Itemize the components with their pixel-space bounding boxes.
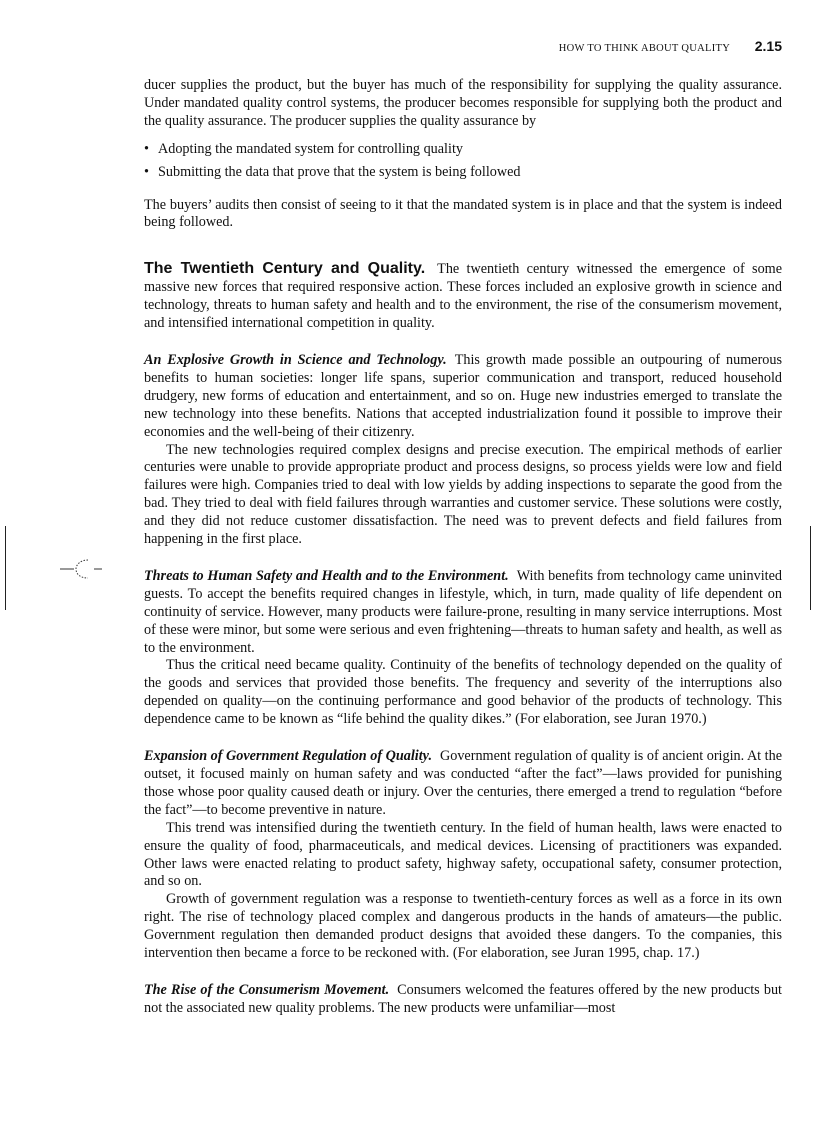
subsection-heading: The Rise of the Consumerism Movement. bbox=[144, 981, 390, 998]
paragraph-text: Government regulation of quality is of ancient origin. At the outset, it focused mainly on human safety and was conducted “after the fact”—laws provided for punishing those whose poor quality caused death or injury. Over the centuries, there emerged a trend to regulation “before the fact”—to become preventive in nature. bbox=[144, 748, 783, 818]
subsection-safety-health bbox=[144, 568, 782, 658]
bullet-list bbox=[144, 141, 782, 182]
change-bar-left bbox=[5, 526, 6, 610]
paragraph: The new technologies required complex designs and precise execution. The empirical methods of earlier centuries were unable to provide appropriate product and process designs, so process yields were low and field failures were high. Companies tried to deal with low yields by adding inspections to separate the good from the bad. They tried to deal with field failures through warranties and customer service. These solutions were costly, and they did not reduce customer dissatisfaction. The need was to prevent defects and field failures from happening in the first place. bbox=[144, 441, 782, 548]
margin-mark-icon bbox=[58, 556, 108, 582]
paragraph-text: Consumers welcomed the features offered by the new products but not the associated new quality problems. The new products were unfamiliar—most bbox=[144, 981, 782, 1016]
paragraph: This trend was intensified during the twentieth century. In the field of human health, laws were enacted to ensure the quality of food, pharmaceuticals, and medical devices. Licensing of practitioners was expanded. Other laws were enacted relating to product safety, highway safety, occupational safety, consumer protection, and so on. bbox=[144, 819, 782, 890]
intro-paragraph-2: The buyers’ audits then consist of seeing to it that the mandated system is in place and that the system is indeed being followed. bbox=[144, 196, 782, 231]
running-header bbox=[144, 38, 782, 54]
subsection-consumerism bbox=[144, 982, 782, 1018]
paragraph: Growth of government regulation was a response to twentieth-century forces as well as a force in its own right. The rise of technology placed complex and dangerous products in the hands of amateurs—the public. Government regulation then demanded product designs that avoided these dangers. To the companies, this intervention then became a force to be reckoned with. (For elaboration, see Juran 1995, chap. 17.) bbox=[144, 891, 782, 962]
paragraph-text: With benefits from technology came uninvited guests. To accept the benefits required changes in lifestyle, which, in turn, made quality of life dependent on continuity of service. However, many products were failure-prone, resulting in many service interruptions. Most of these were minor, but some were serious and even frightening—threats to human safety and health, as well as to the environment. bbox=[144, 567, 782, 656]
subsection-government-regulation bbox=[144, 748, 782, 820]
section-heading: The Twentieth Century and Quality. bbox=[144, 260, 426, 278]
section-text: The twentieth century witnessed the emergence of some massive new forces that required responsive action. These forces included an explosive growth in science and technology, threats to human safety and health and to the environment, the rise of the consumerism movement, and intensified international competition in quality. bbox=[144, 261, 783, 332]
page-number: 2.15 bbox=[754, 38, 782, 54]
subsection-heading: An Explosive Growth in Science and Technology. bbox=[144, 351, 447, 368]
subsection-heading: Expansion of Government Regulation of Quality. bbox=[144, 748, 432, 765]
list-item: • Submitting the data that prove that the system is being followed bbox=[144, 164, 782, 182]
subsection-science-technology bbox=[144, 352, 782, 442]
change-bar-right bbox=[810, 526, 811, 610]
paragraph-text: This growth made possible an outpouring of numerous benefits to human societies: longer life spans, superior communication and transport, reduced household drudgery, new forms of education and entertainment, and so on. Huge new industries emerged to translate the new technology into these benefits. Nations that accepted industrialization found it possible to improve their economies and the well-being of their citizenry. bbox=[144, 351, 782, 440]
list-item: • Adopting the mandated system for controlling quality bbox=[144, 141, 782, 159]
body-text bbox=[144, 77, 782, 1018]
subsection-heading: Threats to Human Safety and Health and to the Environment. bbox=[144, 567, 509, 584]
running-title: HOW TO THINK ABOUT QUALITY bbox=[558, 43, 731, 54]
section-twentieth-century bbox=[144, 260, 782, 333]
paragraph: Thus the critical need became quality. Continuity of the benefits of technology depended on the quality of the goods and services that provided those benefits. The frequency and severity of the interruptions also depended on quality—on the continuing performance and good behavior of the products of technology. This dependence came to be known as “life behind the quality dikes.” (For elaboration, see Juran 1970.) bbox=[144, 657, 782, 728]
intro-paragraph: ducer supplies the product, but the buyer has much of the responsibility for supplying the quality assurance. Under mandated quality control systems, the producer becomes responsible for supplying both the product and the quality assurance. The producer supplies the quality assurance by bbox=[144, 77, 782, 129]
